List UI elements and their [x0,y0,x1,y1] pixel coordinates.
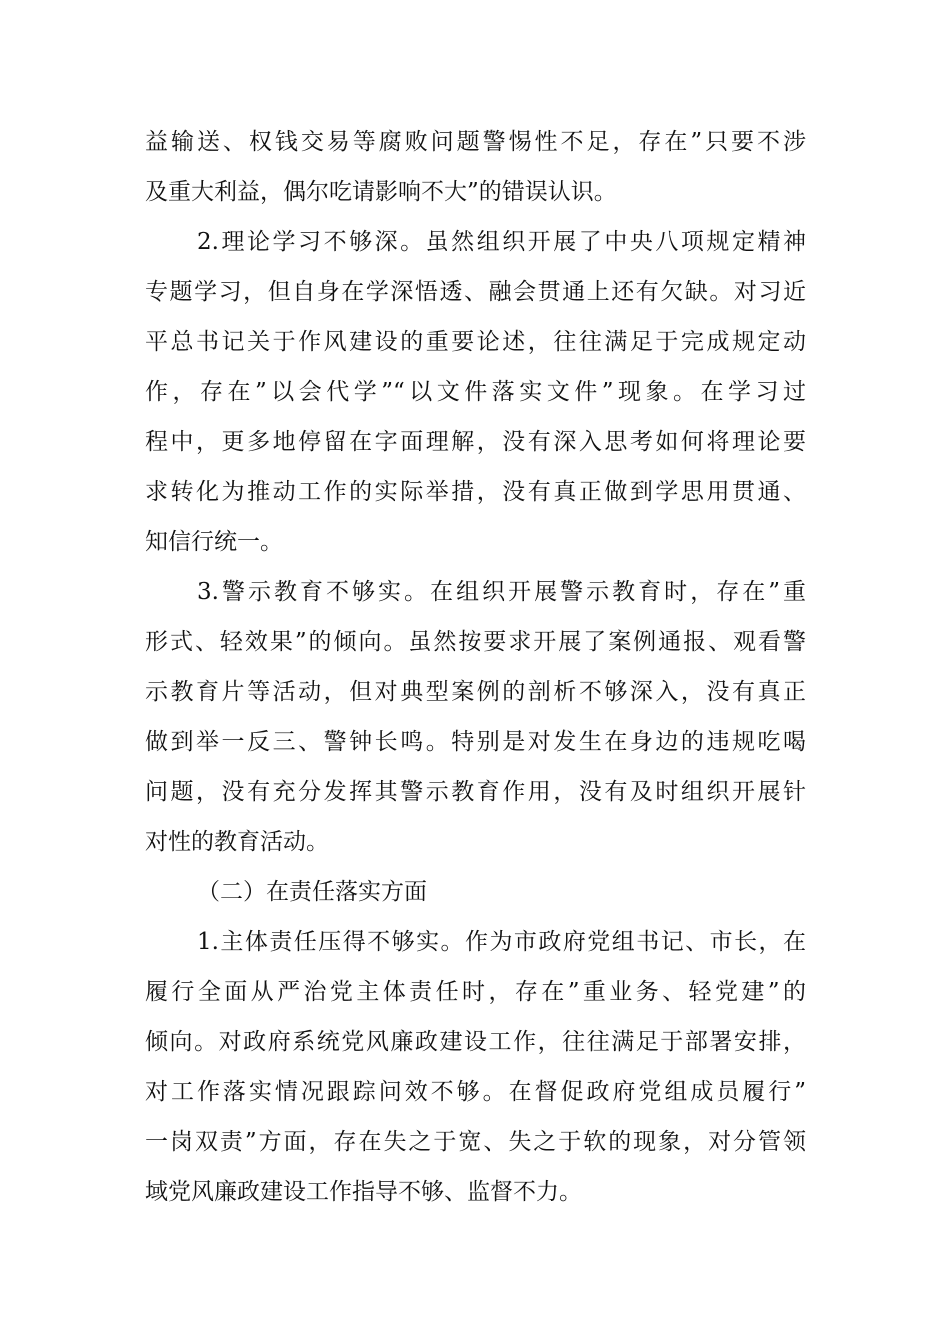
paragraph [145,217,806,567]
text-line: 程中，更多地停留在字面理解，没有深入思考如何将理论要 [145,429,806,455]
text-line: 对性的教育活动。 [145,829,329,855]
text-line: 1.主体责任压得不够实。作为市政府党组书记、市长，在 [197,929,806,955]
text-line: 对工作落实情况跟踪问效不够。在督促政府党组成员履行” [145,1079,806,1105]
text-line: 形式、轻效果”的倾向。虽然按要求开展了案例通报、观看警 [145,629,806,655]
text-line: 履行全面从严治党主体责任时，存在”重业务、轻党建”的 [145,979,806,1005]
paragraph [145,567,806,867]
text-line: 专题学习，但自身在学深悟透、融会贯通上还有欠缺。对习近 [145,279,806,305]
text-line: 示教育片等活动，但对典型案例的剖析不够深入，没有真正 [145,679,806,705]
text-line: 3.警示教育不够实。在组织开展警示教育时，存在”重 [197,579,806,605]
text-line: 益输送、权钱交易等腐败问题警惕性不足，存在”只要不涉 [145,129,806,155]
text-line: 作，存在”以会代学”“以文件落实文件”现象。在学习过 [145,379,806,405]
paragraph [145,917,806,1217]
text-line: 2.理论学习不够深。虽然组织开展了中央八项规定精神 [197,229,806,255]
text-line: 及重大利益，偶尔吃请影响不大”的错误认识。 [145,179,617,205]
text-line: 平总书记关于作风建设的重要论述，往往满足于完成规定动 [145,329,806,355]
document-page [145,117,806,1217]
text-line: 一岗双责”方面，存在失之于宽、失之于软的现象，对分管领 [145,1129,806,1155]
text-line: 求转化为推动工作的实际举措，没有真正做到学思用贯通、 [145,479,806,505]
section-heading [145,867,806,917]
text-line: 问题，没有充分发挥其警示教育作用，没有及时组织开展针 [145,779,806,805]
text-line: 倾向。对政府系统党风廉政建设工作，往往满足于部署安排， [145,1029,806,1055]
text-line: （二）在责任落实方面 [197,879,427,905]
text-line: 域党风廉政建设工作指导不够、监督不力。 [145,1179,582,1205]
text-line: 做到举一反三、警钟长鸣。特别是对发生在身边的违规吃喝 [145,729,806,755]
paragraph [145,117,806,217]
text-line: 知信行统一。 [145,529,283,555]
